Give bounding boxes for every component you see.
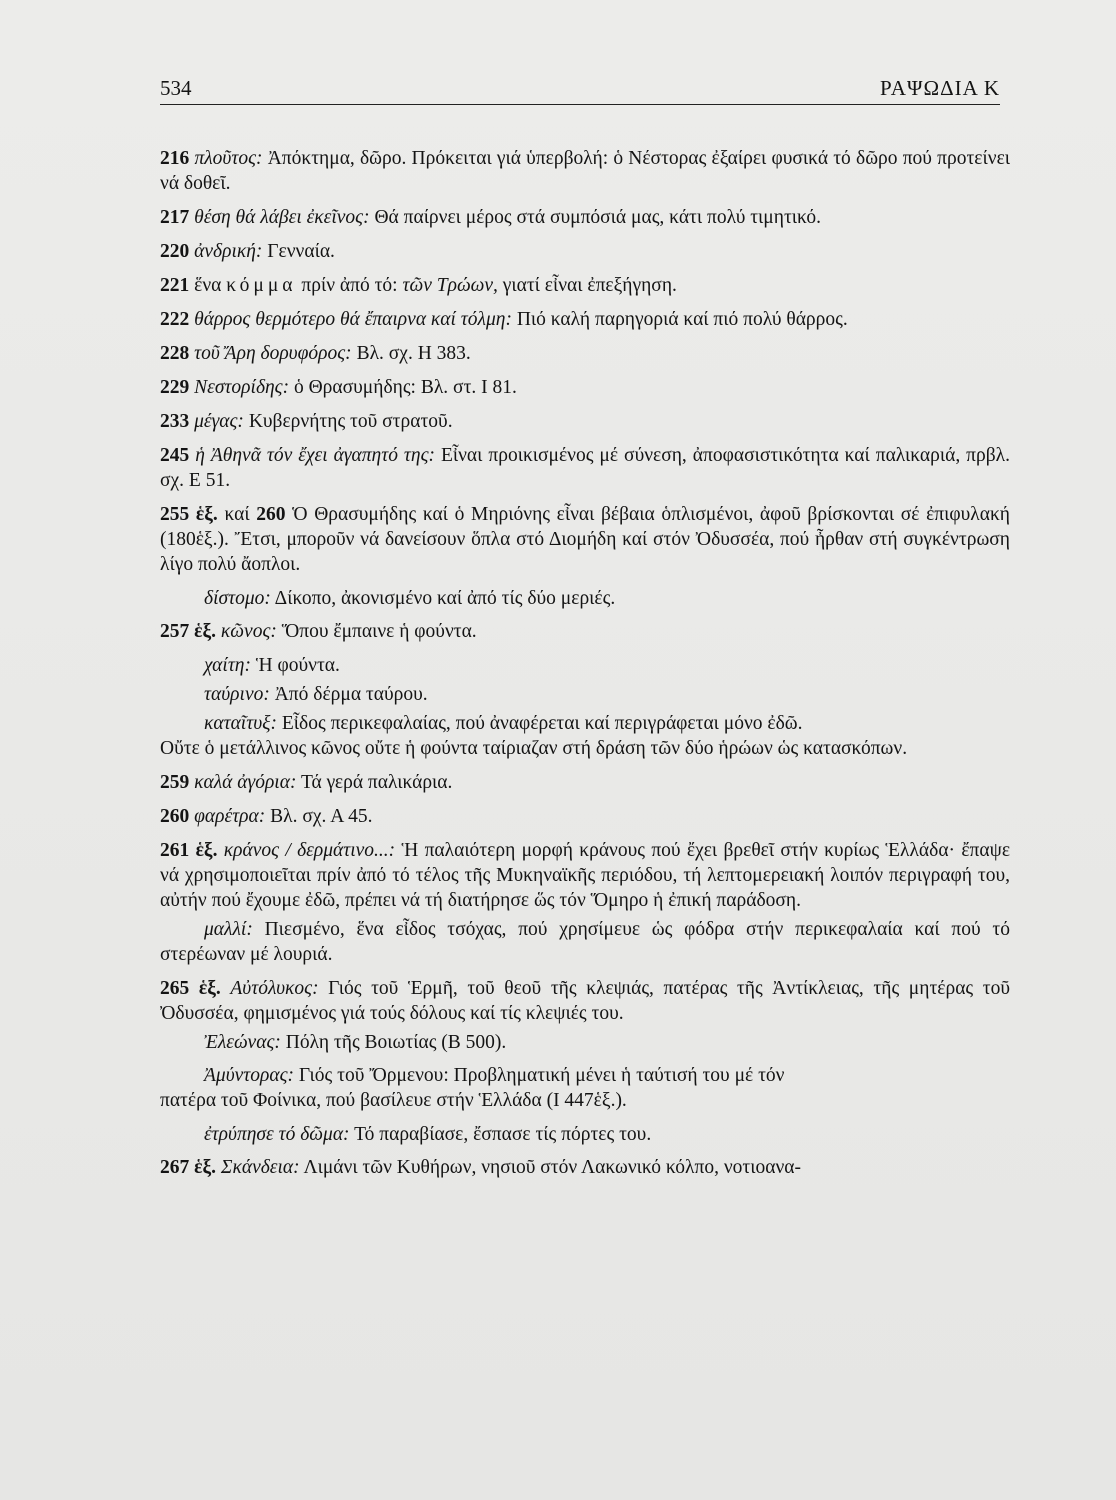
line-ref: 259 [160,772,190,793]
lemma: Ἀμύντορας: [204,1065,295,1086]
lemma: πλοῦτος: [194,148,263,169]
note-245 [160,443,1010,493]
gloss: Εἶναι προικισμένος μέ σύνεση, ἀποφασιστικότητα καί παλικαριά, πρβλ. σχ. Ε 51. [160,445,1010,491]
note-267 [160,1155,1010,1180]
gloss: Τά γερά παλικάρια. [296,772,453,793]
gloss: Ἀπό δέρμα ταύρου. [269,684,428,705]
subnote-kataityx [160,711,1010,761]
line-ref: 233 [160,411,190,432]
note-228 [160,341,1010,366]
lemma: ἡ Ἀθηνᾶ τόν ἔχει ἀγαπητό της: [195,445,435,466]
lemma: μαλλί: [204,919,253,940]
line-ref: 245 [160,445,190,466]
lemma: τῶν Τρώων, [402,275,498,296]
lemma: καλά ἀγόρια: [194,772,297,793]
lemma: θάρρος θερμότερο θά ἔπαιρνα καί τόλμη: [194,309,512,330]
gloss: Κυβερνήτης τοῦ στρατοῦ. [243,411,453,432]
gloss: Τό παραβίασε, ἔσπασε τίς πόρτες του. [349,1124,652,1145]
lemma: ταύρινο: [204,684,270,705]
note-229 [160,375,1010,400]
note-260 [160,804,1010,829]
gloss: Δίκοπο, ἀκονισμένο καί ἀπό τίς δύο μεριές. [270,588,616,609]
gloss: Πιό καλή παρηγοριά καί πιό πολύ θάρρος. [511,309,848,330]
lemma: κῶνος: [220,621,277,642]
lemma: ἐτρύπησε τό δῶμα: [204,1124,350,1145]
lemma: Αὐτόλυκος: [230,978,319,999]
gloss: Ἀπόκτημα, δῶρο. Πρόκειται γιά ὑπερβολή: ὁ Νέστορας ἐξαίρει φυσικά τό δῶρο πού προτείνει νά δοθεῖ. [160,148,1010,194]
subnote-amyntoras-cont: πατέρα τοῦ Φοίνικα, πού βασίλευε στήν Ἑλλάδα (Ι 447ἑξ.). [160,1090,627,1111]
line-ref: 222 [160,309,190,330]
line-ref: 216 [160,148,190,169]
running-head: ΡΑΨΩΔΙΑ Κ [880,76,1000,100]
subnote-kataityx-cont: Οὔτε ὁ μετάλλινος κῶνος οὔτε ἡ φούντα ταίριαζαν στή δράση τῶν δύο ἡρώων ὡς κατασκόπων. [160,738,908,759]
lemma: καταῖτυξ: [204,713,278,734]
subnote-chaite [160,653,1010,678]
gloss: Γενναία. [262,241,335,262]
note-255 [160,502,1010,577]
gloss: Ἡ φούντα. [250,655,340,676]
line-ref-2: 260 [256,504,286,525]
lemma: φαρέτρα: [194,806,266,827]
gloss: Γιός τοῦ Ὄρμενου: Προβληματική μένει ἡ ταύτισή του μέ τόν [294,1065,785,1086]
gloss: Ὅπου ἔμπαινε ἡ φούντα. [276,621,477,642]
note-265 [160,976,1010,1026]
lemma: θέση θά λάβει ἐκεῖνος: [194,207,370,228]
gloss-mid: καί [217,504,257,525]
line-ref: 255 ἑξ. [160,504,218,525]
commentary-body [160,146,1010,1189]
gloss-mid: πρίν ἀπό τό: [296,275,403,296]
line-ref: 267 ἑξ. [160,1157,217,1178]
lemma: δίστομο: [204,588,271,609]
gloss-pre: ἕνα [194,275,227,296]
gloss: Ἡ παλαιότερη μορφή κράνους πού ἔχει βρεθεῖ στήν κυρίως Ἑλλάδα· ἔπαψε νά χρησιμοποιεῖται πρίν ἀπό τό τέλος τῆς Μυκηναϊκῆς περιόδου, τή λεπτομερειακή λοιπόν περιγραφή του, αὐτήν πού ἔχουμε ἐδῶ, πρέπει νά τή διατήρησε ὥς τόν Ὅμηρο ἡ ἐπική παράδοση. [160,840,1011,911]
line-ref: 221 [160,275,190,296]
note-217 [160,205,1010,230]
lemma: μέγας: [194,411,244,432]
note-261 [160,838,1010,913]
subnote-amyntoras-first [160,1063,1010,1088]
subnote-amyntoras [160,1063,1010,1113]
note-221 [160,273,1010,298]
gloss: γιατί εἶναι ἐπεξήγηση. [497,275,677,296]
lemma: τοῦ Ἄρη δορυφόρος: [194,343,352,364]
spaced-word: κόμμα [226,275,297,296]
note-259 [160,770,1010,795]
lemma: Σκάνδεια: [220,1157,300,1178]
line-ref: 228 [160,343,190,364]
lemma: ἀνδρική: [194,241,263,262]
subnote-kataityx-first [160,711,1010,736]
subnote-taurino [160,682,1010,707]
line-ref: 265 ἑξ. [160,978,221,999]
subnote-malli [160,917,1010,967]
subnote-etrypise [160,1122,1010,1147]
gloss: Βλ. σχ. Η 383. [351,343,471,364]
note-257 [160,619,1010,644]
gloss: Γιός τοῦ Ἑρμῆ, τοῦ θεοῦ τῆς κλεψιάς, πατέρας τῆς Ἀντίκλειας, τῆς μητέρας τοῦ Ὀδυσσέα, φημισμένος γιά τούς δόλους καί τίς κλεψιές του. [160,978,1010,1024]
subnote-eleonas [160,1030,1010,1055]
line-ref: 229 [160,377,190,398]
lemma: κράνος / δερμάτινο...: [223,840,396,861]
note-233 [160,409,1010,434]
gloss: Λιμάνι τῶν Κυθήρων, νησιοῦ στόν Λακωνικό κόλπο, νοτιοανα- [299,1157,801,1178]
line-ref: 260 [160,806,190,827]
gloss: Εἶδος περικεφαλαίας, πού ἀναφέρεται καί περιγράφεται μόνο ἐδῶ. [277,713,803,734]
note-216 [160,146,1010,196]
page-number: 534 [160,76,192,100]
line-ref: 220 [160,241,190,262]
line-ref: 217 [160,207,190,228]
line-ref: 257 ἑξ. [160,621,217,642]
gloss: Βλ. σχ. Α 45. [265,806,373,827]
lemma: Ἐλεώνας: [204,1032,281,1053]
gloss: Ὁ Θρασυμήδης καί ὁ Μηριόνης εἶναι βέβαια ὁπλισμένοι, ἀφοῦ βρίσκονται σέ ἐπιφυλακή (180ἑξ.). Ἔτσι, μποροῦν νά δανείσουν ὅπλα στό Διομήδη καί στόν Ὀδυσσέα, πού ἦρθαν στή συγκέντρωση λίγο πολύ ἄοπλοι. [160,504,1010,575]
lemma: Νεστορίδης: [194,377,290,398]
page-header [160,74,1000,105]
note-220 [160,239,1010,264]
gloss: Πόλη τῆς Βοιωτίας (Β 500). [280,1032,507,1053]
note-222 [160,307,1010,332]
lemma: χαίτη: [204,655,251,676]
gloss: ὁ Θρασυμήδης: Βλ. στ. Ι 81. [289,377,517,398]
gloss: Θά παίρνει μέρος στά συμπόσιά μας, κάτι πολύ τιμητικό. [369,207,822,228]
gloss: Πιεσμένο, ἕνα εἶδος τσόχας, πού χρησίμευε ὡς φόδρα στήν περικεφαλαία καί πού τό στερέωναν μέ λουριά. [160,919,1010,965]
subnote-distomo [160,586,1010,611]
line-ref: 261 ἑξ. [160,840,218,861]
